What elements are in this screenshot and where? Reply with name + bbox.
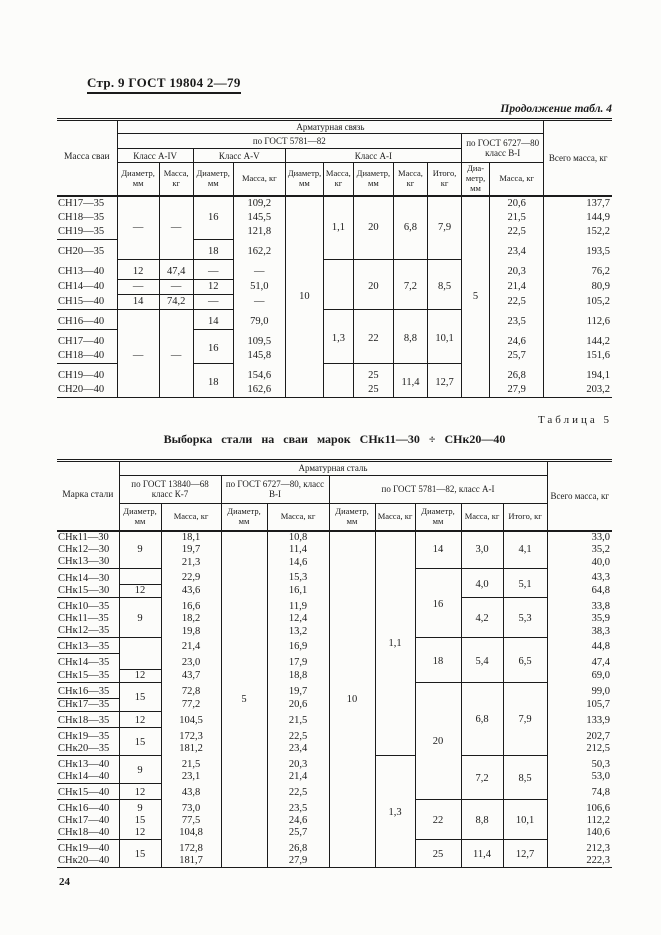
row-total: 35,9 <box>547 613 612 625</box>
row-total: 99,0 <box>547 682 612 698</box>
row-total: 105,2 <box>544 294 612 309</box>
row-mark: СНк15—30 <box>57 585 119 598</box>
cell: 16,1 <box>267 585 329 598</box>
cell: 109,5 <box>233 329 285 349</box>
table4-col-mark: Масса сваи <box>57 120 117 196</box>
row-total: 43,3 <box>547 569 612 585</box>
cell: 18 <box>415 638 461 683</box>
row-total: 38,3 <box>547 625 612 638</box>
cell <box>285 196 323 260</box>
cell: 15 <box>119 815 161 827</box>
cell: 22,5 <box>267 727 329 743</box>
table5-sub-header: Масса, кг <box>375 503 415 531</box>
cell: 5 <box>462 259 490 329</box>
cell: 12 <box>119 711 161 727</box>
cell: 14 <box>117 294 159 309</box>
cell: 10,8 <box>267 531 329 544</box>
table5-header <box>57 460 612 531</box>
cell: — <box>193 259 233 279</box>
table5-sub-header: Диаметр, мм <box>415 503 461 531</box>
cell: 1,3 <box>375 755 415 867</box>
row-mark: СНк15—40 <box>57 783 119 799</box>
cell: 26,8 <box>490 363 544 383</box>
cell: 12,7 <box>427 363 461 397</box>
cell: 12 <box>117 259 159 279</box>
cell: 20,3 <box>267 755 329 771</box>
table4-sub-header: Масса, кг <box>323 163 353 196</box>
cell: 16 <box>193 329 233 363</box>
table4-class-aiv-header: Класс А-IV <box>117 149 193 163</box>
cell: — <box>159 309 193 397</box>
row-mark: СНк12—35 <box>57 625 119 638</box>
cell: — <box>159 196 193 260</box>
row-mark: СНк18—35 <box>57 711 119 727</box>
row-mark: СНк19—35 <box>57 727 119 743</box>
row-mark: СНк17—40 <box>57 815 119 827</box>
cell: 104,5 <box>161 711 221 727</box>
cell: 43,6 <box>161 585 221 598</box>
row-mark: СН17—35 <box>57 196 117 211</box>
cell: 21,3 <box>161 556 221 569</box>
row-mark: СНк16—35 <box>57 682 119 698</box>
table5-sub-header: Диаметр, мм <box>119 503 161 531</box>
cell: 27,9 <box>490 383 544 398</box>
cell: 4,0 <box>461 569 503 598</box>
cell: 27,9 <box>267 855 329 868</box>
cell: 10,1 <box>503 799 547 839</box>
row-total: 133,9 <box>547 711 612 727</box>
table4-body <box>57 196 612 398</box>
table4-header <box>57 120 612 196</box>
cell: — <box>117 279 159 294</box>
row-mark: СНк10—35 <box>57 598 119 614</box>
cell: 23,1 <box>161 771 221 784</box>
cell: 20,6 <box>490 196 544 211</box>
cell: 145,8 <box>233 349 285 364</box>
cell: 17,9 <box>267 654 329 670</box>
cell: 25 <box>353 383 393 398</box>
cell: 8,8 <box>393 309 427 363</box>
row-total: 40,0 <box>547 556 612 569</box>
table4-sub-header: Масса, кг <box>233 163 285 196</box>
cell: 5,3 <box>503 598 547 638</box>
cell: 109,2 <box>233 196 285 211</box>
row-mark: СН19—40 <box>57 363 117 383</box>
cell: 7,2 <box>393 259 427 309</box>
row-total: 105,7 <box>547 698 612 711</box>
table-row <box>57 259 612 279</box>
cell: 9 <box>119 531 161 569</box>
cell <box>285 329 323 397</box>
cell: 15 <box>119 682 161 711</box>
row-total: 194,1 <box>544 363 612 383</box>
cell: 22 <box>415 799 461 839</box>
row-mark: СНк11—30 <box>57 531 119 544</box>
cell: 154,6 <box>233 363 285 383</box>
table5-sub-header: Масса, кг <box>461 503 503 531</box>
cell: 1,1 <box>323 196 353 260</box>
cell: 18,2 <box>161 613 221 625</box>
row-total: 144,9 <box>544 211 612 225</box>
cell: 21,4 <box>267 771 329 784</box>
cell: 18,1 <box>161 531 221 544</box>
cell <box>119 569 161 585</box>
table-row <box>57 531 612 544</box>
row-mark: СН19—35 <box>57 225 117 240</box>
table5-body <box>57 531 612 867</box>
table4-class-ai-header: Класс А-I <box>285 149 461 163</box>
cell: 22 <box>353 309 393 363</box>
table5-sub-header: Итого, кг <box>503 503 547 531</box>
cell: 24,6 <box>490 329 544 349</box>
cell: 20 <box>353 259 393 309</box>
row-total: 44,8 <box>547 638 612 654</box>
table4-sub-header: Диаметр, мм <box>462 163 490 196</box>
cell: 5 <box>221 531 267 867</box>
page-number: 24 <box>59 875 70 888</box>
row-total: 137,7 <box>544 196 612 211</box>
cell: — <box>117 309 159 397</box>
cell <box>462 196 490 260</box>
row-mark: СН14—40 <box>57 279 117 294</box>
cell: 16 <box>193 196 233 240</box>
cell: 25 <box>415 839 461 867</box>
row-total: 33,8 <box>547 598 612 614</box>
cell: 11,4 <box>461 839 503 867</box>
table5-armature-header: Арматурная сталь <box>119 460 547 475</box>
row-mark: СНк14—35 <box>57 654 119 670</box>
row-total: 212,3 <box>547 839 612 855</box>
cell: 18,8 <box>267 669 329 682</box>
cell: 6,8 <box>461 682 503 755</box>
cell: 21,5 <box>267 711 329 727</box>
row-mark: СН20—40 <box>57 383 117 398</box>
cell: 22,5 <box>490 294 544 309</box>
cell: 14 <box>193 309 233 329</box>
row-total: 112,2 <box>547 815 612 827</box>
cell: 20 <box>415 682 461 799</box>
cell: 8,8 <box>461 799 503 839</box>
row-mark: СНк11—35 <box>57 613 119 625</box>
cell: 11,4 <box>393 363 427 397</box>
cell: 5,1 <box>503 569 547 598</box>
table4-continuation-note: Продолжение табл. 4 <box>500 103 612 115</box>
table4-sub-header: Диаметр, мм <box>117 163 159 196</box>
cell: 6,5 <box>503 638 547 683</box>
cell: 73,0 <box>161 799 221 815</box>
table4-sub-header: Диаметр, мм <box>285 163 323 196</box>
cell: 7,9 <box>427 196 461 260</box>
row-mark: СН18—35 <box>57 211 117 225</box>
table-4 <box>57 118 612 398</box>
cell: 18 <box>193 239 233 259</box>
cell <box>119 638 161 670</box>
row-mark: СНк20—35 <box>57 743 119 756</box>
cell: 9 <box>119 799 161 815</box>
cell: 8,5 <box>503 755 547 799</box>
cell: 74,2 <box>159 294 193 309</box>
cell: 10 <box>285 259 323 329</box>
cell: 16,9 <box>267 638 329 654</box>
table4-sub-header: Итого, кг <box>427 163 461 196</box>
cell: 8,5 <box>427 259 461 309</box>
cell: — <box>159 279 193 294</box>
row-total: 112,6 <box>544 309 612 329</box>
row-mark: СНк13—30 <box>57 556 119 569</box>
table4-armature-header: Арматурная связь <box>117 120 544 134</box>
row-total: 74,8 <box>547 783 612 799</box>
cell: 21,5 <box>161 755 221 771</box>
table5-sub-header: Масса, кг <box>161 503 221 531</box>
cell <box>323 363 353 397</box>
row-total: 152,2 <box>544 225 612 240</box>
cell: 23,0 <box>161 654 221 670</box>
cell: 22,5 <box>490 225 544 240</box>
row-total: 202,7 <box>547 727 612 743</box>
row-mark: СНк20—40 <box>57 855 119 868</box>
cell: 15 <box>119 839 161 867</box>
cell: 26,8 <box>267 839 329 855</box>
cell: 145,5 <box>233 211 285 225</box>
table5-col-mark: Марка стали <box>57 460 119 531</box>
cell: 16,6 <box>161 598 221 614</box>
cell: 13,2 <box>267 625 329 638</box>
table5-gost6727-header: по ГОСТ 6727—80, класс В-I <box>221 475 329 503</box>
cell: 4,2 <box>461 598 503 638</box>
cell: 181,7 <box>161 855 221 868</box>
cell: 21,4 <box>490 279 544 294</box>
row-mark: СН13—40 <box>57 259 117 279</box>
table5-gost13840-header: по ГОСТ 13840—68 класс К-7 <box>119 475 221 503</box>
cell: 22,9 <box>161 569 221 585</box>
cell: 1,1 <box>375 531 415 755</box>
table5-sub-header: Диаметр, мм <box>329 503 375 531</box>
cell: 181,2 <box>161 743 221 756</box>
row-total: 212,5 <box>547 743 612 756</box>
cell: 77,2 <box>161 698 221 711</box>
row-total: 222,3 <box>547 855 612 868</box>
cell: 14 <box>415 531 461 569</box>
cell: 72,8 <box>161 682 221 698</box>
cell: 79,0 <box>233 309 285 329</box>
row-mark: СНк12—30 <box>57 544 119 556</box>
cell: 47,4 <box>159 259 193 279</box>
row-mark: СН15—40 <box>57 294 117 309</box>
cell: 12 <box>193 279 233 294</box>
cell: 10 <box>329 531 375 867</box>
cell: — <box>233 259 285 279</box>
cell: 162,2 <box>233 239 285 259</box>
row-total: 203,2 <box>544 383 612 398</box>
cell: — <box>193 294 233 309</box>
row-total: 144,2 <box>544 329 612 349</box>
table-5 <box>57 459 612 868</box>
cell: 25,7 <box>490 349 544 364</box>
table-row <box>57 196 612 211</box>
cell: 12 <box>119 669 161 682</box>
cell: 22,5 <box>267 783 329 799</box>
row-total: 33,0 <box>547 531 612 544</box>
cell: 16 <box>415 569 461 638</box>
table4-sub-header: Масса, кг <box>490 163 544 196</box>
cell: 5,4 <box>461 638 503 683</box>
row-total: 50,3 <box>547 755 612 771</box>
cell: 43,7 <box>161 669 221 682</box>
cell: 21,5 <box>490 211 544 225</box>
cell: 11,4 <box>267 544 329 556</box>
row-mark: СН20—35 <box>57 239 117 259</box>
row-mark: СН17—40 <box>57 329 117 349</box>
cell: 12 <box>119 827 161 840</box>
row-mark: СНк14—30 <box>57 569 119 585</box>
cell: — <box>233 294 285 309</box>
cell: 12 <box>119 585 161 598</box>
row-total: 140,6 <box>547 827 612 840</box>
cell: 24,6 <box>267 815 329 827</box>
cell: 9 <box>119 598 161 638</box>
cell: 121,8 <box>233 225 285 240</box>
cell: 12,7 <box>503 839 547 867</box>
row-mark: СНк18—40 <box>57 827 119 840</box>
cell: 172,8 <box>161 839 221 855</box>
table5-label: Таблица 5 <box>537 413 612 426</box>
table4-sub-header: Диаметр, мм <box>353 163 393 196</box>
table4-sub-header: Диаметр, мм <box>193 163 233 196</box>
row-total: 69,0 <box>547 669 612 682</box>
cell <box>462 329 490 397</box>
cell: 7,9 <box>503 682 547 755</box>
cell: 162,6 <box>233 383 285 398</box>
row-mark: СНк19—40 <box>57 839 119 855</box>
cell: 51,0 <box>233 279 285 294</box>
cell: 25 <box>353 363 393 383</box>
cell: 19,8 <box>161 625 221 638</box>
row-mark: СНк13—40 <box>57 755 119 771</box>
cell: 1,3 <box>323 309 353 363</box>
cell: 23,4 <box>267 743 329 756</box>
row-mark: СНк15—35 <box>57 669 119 682</box>
page-header <box>57 74 612 94</box>
table5-gost5781-header: по ГОСТ 5781—82, класс А-I <box>329 475 547 503</box>
row-total: 64,8 <box>547 585 612 598</box>
row-mark: СНк17—35 <box>57 698 119 711</box>
row-total: 47,4 <box>547 654 612 670</box>
row-mark: СНк16—40 <box>57 799 119 815</box>
table4-sub-header: Масса, кг <box>159 163 193 196</box>
row-mark: СН18—40 <box>57 349 117 364</box>
table4-class-av-header: Класс А-V <box>193 149 285 163</box>
cell: 21,4 <box>161 638 221 654</box>
row-total: 151,6 <box>544 349 612 364</box>
cell: 19,7 <box>161 544 221 556</box>
cell: 14,6 <box>267 556 329 569</box>
cell: 20,3 <box>490 259 544 279</box>
row-total: 76,2 <box>544 259 612 279</box>
cell: 6,8 <box>393 196 427 260</box>
table4-gost6727-header: по ГОСТ 6727—80 класс В-I <box>462 134 544 163</box>
cell: 104,8 <box>161 827 221 840</box>
cell: 15 <box>119 727 161 755</box>
cell: 172,3 <box>161 727 221 743</box>
table5-sub-header: Масса, кг <box>267 503 329 531</box>
cell: 20,6 <box>267 698 329 711</box>
row-mark: СНк13—35 <box>57 638 119 654</box>
table5-title: Выборка стали на сваи марок СНк11—30 ÷ СНк20—40 <box>163 431 506 446</box>
row-total: 35,2 <box>547 544 612 556</box>
table4-sub-header: Масса, кг <box>393 163 427 196</box>
cell: 18 <box>193 363 233 397</box>
cell: 23,5 <box>490 309 544 329</box>
cell: 12 <box>119 783 161 799</box>
cell: — <box>117 196 159 260</box>
cell: 11,9 <box>267 598 329 614</box>
cell: 15,3 <box>267 569 329 585</box>
row-total: 193,5 <box>544 239 612 259</box>
row-total: 106,6 <box>547 799 612 815</box>
cell: 43,8 <box>161 783 221 799</box>
cell: 3,0 <box>461 531 503 569</box>
table5-col-total: Всего масса, кг <box>547 460 612 531</box>
cell <box>323 259 353 309</box>
table4-col-total: Всего масса, кг <box>544 120 612 196</box>
cell: 12,4 <box>267 613 329 625</box>
cell: 23,5 <box>267 799 329 815</box>
doc-title: Стр. 9 ГОСТ 19804 2—79 <box>87 75 241 94</box>
cell: 7,2 <box>461 755 503 799</box>
cell: 4,1 <box>503 531 547 569</box>
cell: 25,7 <box>267 827 329 840</box>
table-row <box>57 309 612 329</box>
cell: 19,7 <box>267 682 329 698</box>
cell: 77,5 <box>161 815 221 827</box>
row-mark: СН16—40 <box>57 309 117 329</box>
cell: 23,4 <box>490 239 544 259</box>
row-mark: СНк14—40 <box>57 771 119 784</box>
cell: 9 <box>119 755 161 783</box>
cell: 10,1 <box>427 309 461 363</box>
cell: 20 <box>353 196 393 260</box>
row-total: 53,0 <box>547 771 612 784</box>
row-total: 80,9 <box>544 279 612 294</box>
table5-sub-header: Диаметр, мм <box>221 503 267 531</box>
table4-gost5781-header: по ГОСТ 5781—82 <box>117 134 461 149</box>
